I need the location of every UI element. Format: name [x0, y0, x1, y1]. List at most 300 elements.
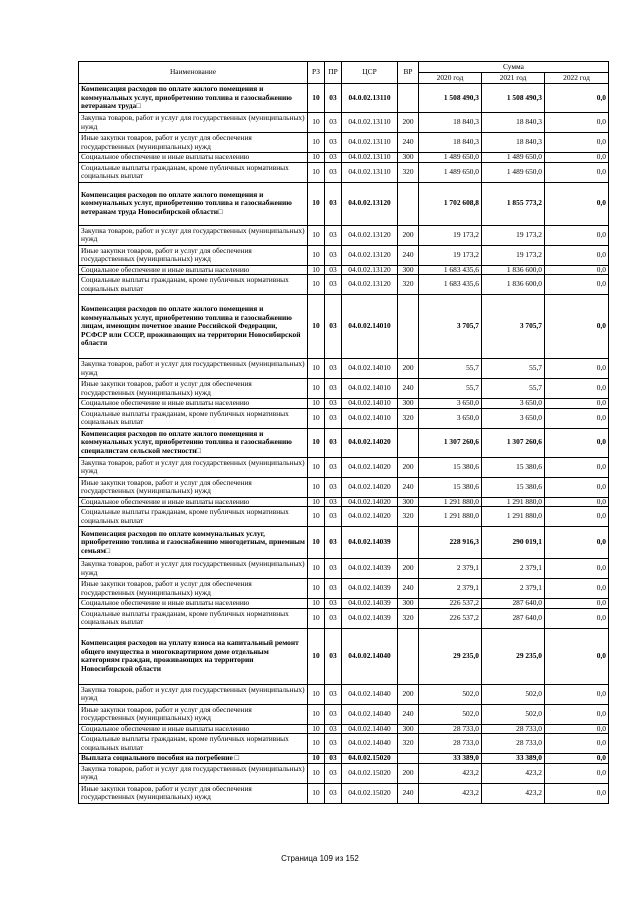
- cell-vr: 240: [398, 477, 419, 497]
- budget-table: [78, 61, 609, 804]
- header-csr: ЦСР: [342, 62, 398, 84]
- cell-pr: 03: [325, 399, 342, 409]
- cell-2022: 0,0: [545, 265, 609, 275]
- table-row: [79, 245, 609, 265]
- table-row: [79, 599, 609, 609]
- cell-csr: 04.0.02.14010: [342, 408, 398, 428]
- table-row: [79, 295, 609, 359]
- cell-csr: 04.0.02.14039: [342, 599, 398, 609]
- cell-2021: 55,7: [482, 379, 545, 399]
- cell-2022: 0,0: [545, 734, 609, 754]
- cell-2021: 18 840,3: [482, 113, 545, 133]
- cell-2021: 55,7: [482, 359, 545, 379]
- cell-2021: 290 019,1: [482, 527, 545, 559]
- cell-2022: 0,0: [545, 579, 609, 599]
- cell-vr: [398, 84, 419, 113]
- cell-2020: 1 702 608,8: [419, 182, 482, 225]
- cell-pr: 03: [325, 628, 342, 684]
- cell-csr: 04.0.02.14020: [342, 477, 398, 497]
- cell-2022: 0,0: [545, 359, 609, 379]
- cell-2020: 502,0: [419, 704, 482, 724]
- cell-2021: 1 307 260,6: [482, 428, 545, 457]
- table-row: [79, 754, 609, 764]
- cell-name: Социальное обеспечение и иные выплаты населению: [79, 399, 308, 409]
- cell-rz: 10: [308, 359, 325, 379]
- cell-2020: 423,2: [419, 783, 482, 803]
- cell-vr: 320: [398, 162, 419, 182]
- cell-csr: 04.0.02.13110: [342, 84, 398, 113]
- cell-rz: 10: [308, 133, 325, 153]
- cell-2021: 1 836 600,0: [482, 275, 545, 295]
- cell-vr: 240: [398, 245, 419, 265]
- cell-name: Компенсация расходов по оплате жилого помещения и коммунальных услуг, приобретению топлива и газоснабжению ветеранам труда Новосибирской области□: [79, 182, 308, 225]
- cell-pr: 03: [325, 608, 342, 628]
- cell-name: Социальное обеспечение и иные выплаты населению: [79, 265, 308, 275]
- cell-name: Закупка товаров, работ и услуг для государственных (муниципальных) нужд: [79, 763, 308, 783]
- header-pr: ПР: [325, 62, 342, 84]
- cell-csr: 04.0.02.13110: [342, 153, 398, 163]
- cell-rz: 10: [308, 182, 325, 225]
- cell-rz: 10: [308, 399, 325, 409]
- cell-2021: 19 173,2: [482, 225, 545, 245]
- cell-vr: 300: [398, 497, 419, 507]
- cell-2022: 0,0: [545, 684, 609, 704]
- cell-pr: 03: [325, 497, 342, 507]
- cell-csr: 04.0.02.14010: [342, 295, 398, 359]
- cell-2020: 423,2: [419, 763, 482, 783]
- cell-vr: 240: [398, 579, 419, 599]
- cell-2022: 0,0: [545, 559, 609, 579]
- cell-pr: 03: [325, 734, 342, 754]
- cell-pr: 03: [325, 245, 342, 265]
- cell-2020: 3 705,7: [419, 295, 482, 359]
- table-row: [79, 608, 609, 628]
- cell-rz: 10: [308, 783, 325, 803]
- cell-csr: 04.0.02.14040: [342, 704, 398, 724]
- cell-2021: 1 489 650,0: [482, 153, 545, 163]
- cell-2021: 502,0: [482, 704, 545, 724]
- table-row: [79, 84, 609, 113]
- cell-csr: 04.0.02.14020: [342, 428, 398, 457]
- cell-vr: 240: [398, 783, 419, 803]
- table-row: [79, 162, 609, 182]
- cell-pr: 03: [325, 265, 342, 275]
- cell-2022: 0,0: [545, 379, 609, 399]
- cell-rz: 10: [308, 477, 325, 497]
- cell-2021: 2 379,1: [482, 559, 545, 579]
- cell-name: Закупка товаров, работ и услуг для государственных (муниципальных) нужд: [79, 113, 308, 133]
- cell-csr: 04.0.02.14010: [342, 399, 398, 409]
- cell-2020: 33 389,0: [419, 754, 482, 764]
- cell-2020: 28 733,0: [419, 734, 482, 754]
- cell-rz: 10: [308, 153, 325, 163]
- cell-vr: [398, 295, 419, 359]
- cell-2022: 0,0: [545, 724, 609, 734]
- cell-rz: 10: [308, 84, 325, 113]
- cell-name: Выплата социального пособия на погребение □: [79, 754, 308, 764]
- cell-2021: 28 733,0: [482, 724, 545, 734]
- cell-csr: 04.0.02.14020: [342, 457, 398, 477]
- table-row: [79, 379, 609, 399]
- cell-rz: 10: [308, 704, 325, 724]
- cell-vr: 200: [398, 457, 419, 477]
- cell-vr: 300: [398, 724, 419, 734]
- table-row: [79, 265, 609, 275]
- cell-2021: 1 508 490,3: [482, 84, 545, 113]
- cell-name: Социальные выплаты гражданам, кроме публичных нормативных социальных выплат: [79, 408, 308, 428]
- cell-2020: 226 537,2: [419, 599, 482, 609]
- table-row: [79, 507, 609, 527]
- cell-name: Социальное обеспечение и иные выплаты населению: [79, 724, 308, 734]
- cell-vr: [398, 182, 419, 225]
- cell-rz: 10: [308, 408, 325, 428]
- cell-csr: 04.0.02.14020: [342, 497, 398, 507]
- table-row: [79, 153, 609, 163]
- cell-name: Иные закупки товаров, работ и услуг для обеспечения государственных (муниципальных) нужд: [79, 704, 308, 724]
- cell-2021: 3 705,7: [482, 295, 545, 359]
- cell-2021: 1 855 773,2: [482, 182, 545, 225]
- cell-rz: 10: [308, 527, 325, 559]
- cell-2022: 0,0: [545, 408, 609, 428]
- cell-rz: 10: [308, 428, 325, 457]
- cell-2021: 18 840,3: [482, 133, 545, 153]
- table-row: [79, 275, 609, 295]
- cell-vr: 240: [398, 704, 419, 724]
- cell-name: Закупка товаров, работ и услуг для государственных (муниципальных) нужд: [79, 225, 308, 245]
- cell-csr: 04.0.02.14040: [342, 734, 398, 754]
- table-row: [79, 477, 609, 497]
- cell-pr: 03: [325, 113, 342, 133]
- cell-2022: 0,0: [545, 225, 609, 245]
- cell-vr: 300: [398, 265, 419, 275]
- cell-name: Закупка товаров, работ и услуг для государственных (муниципальных) нужд: [79, 559, 308, 579]
- cell-2022: 0,0: [545, 84, 609, 113]
- cell-2021: 2 379,1: [482, 579, 545, 599]
- cell-pr: 03: [325, 408, 342, 428]
- table-row: [79, 527, 609, 559]
- cell-rz: 10: [308, 457, 325, 477]
- header-rz: РЗ: [308, 62, 325, 84]
- cell-rz: 10: [308, 579, 325, 599]
- cell-pr: 03: [325, 477, 342, 497]
- table-row: [79, 225, 609, 245]
- cell-2020: 2 379,1: [419, 559, 482, 579]
- cell-2020: 226 537,2: [419, 608, 482, 628]
- table-row: [79, 559, 609, 579]
- cell-name: Закупка товаров, работ и услуг для государственных (муниципальных) нужд: [79, 457, 308, 477]
- cell-csr: 04.0.02.13120: [342, 182, 398, 225]
- cell-2022: 0,0: [545, 763, 609, 783]
- table-row: [79, 579, 609, 599]
- cell-csr: 04.0.02.13110: [342, 162, 398, 182]
- cell-2021: 1 291 880,0: [482, 497, 545, 507]
- cell-2021: 1 836 600,0: [482, 265, 545, 275]
- cell-csr: 04.0.02.14039: [342, 559, 398, 579]
- cell-2022: 0,0: [545, 457, 609, 477]
- cell-2022: 0,0: [545, 399, 609, 409]
- cell-csr: 04.0.02.15020: [342, 763, 398, 783]
- header-vr: ВР: [398, 62, 419, 84]
- cell-2020: 29 235,0: [419, 628, 482, 684]
- cell-pr: 03: [325, 225, 342, 245]
- cell-pr: 03: [325, 275, 342, 295]
- cell-vr: 320: [398, 507, 419, 527]
- cell-2020: 18 840,3: [419, 133, 482, 153]
- cell-vr: 320: [398, 734, 419, 754]
- cell-2020: 1 291 880,0: [419, 507, 482, 527]
- cell-name: Компенсация расходов по оплате жилого помещения и коммунальных услуг, приобретению топлива и газоснабжению ветеранам труда□: [79, 84, 308, 113]
- cell-2022: 0,0: [545, 428, 609, 457]
- cell-2021: 15 380,6: [482, 477, 545, 497]
- cell-rz: 10: [308, 497, 325, 507]
- cell-csr: 04.0.02.14010: [342, 359, 398, 379]
- cell-rz: 10: [308, 608, 325, 628]
- cell-pr: 03: [325, 295, 342, 359]
- cell-pr: 03: [325, 724, 342, 734]
- header-year-2021: 2021 год: [482, 73, 545, 84]
- cell-pr: 03: [325, 359, 342, 379]
- cell-csr: 04.0.02.13110: [342, 113, 398, 133]
- cell-name: Социальное обеспечение и иные выплаты населению: [79, 153, 308, 163]
- cell-vr: 320: [398, 408, 419, 428]
- cell-rz: 10: [308, 734, 325, 754]
- cell-rz: 10: [308, 162, 325, 182]
- table-row: [79, 359, 609, 379]
- cell-name: Социальные выплаты гражданам, кроме публичных нормативных социальных выплат: [79, 734, 308, 754]
- cell-2022: 0,0: [545, 497, 609, 507]
- cell-name: Иные закупки товаров, работ и услуг для обеспечения государственных (муниципальных) нужд: [79, 379, 308, 399]
- table-row: [79, 399, 609, 409]
- header-year-2022: 2022 год: [545, 73, 609, 84]
- cell-2022: 0,0: [545, 704, 609, 724]
- cell-name: Компенсация расходов по оплате жилого помещения и коммунальных услуг, приобретению топлива и газоснабжению специалистам сельской местности□: [79, 428, 308, 457]
- cell-2021: 28 733,0: [482, 734, 545, 754]
- cell-2020: 55,7: [419, 359, 482, 379]
- cell-name: Компенсация расходов на уплату взноса на капитальный ремонт общего имущества в многоквартирном доме отдельным категориям граждан, проживающих на территории Новосибирской области: [79, 628, 308, 684]
- cell-2022: 0,0: [545, 153, 609, 163]
- cell-name: Социальное обеспечение и иные выплаты населению: [79, 599, 308, 609]
- cell-pr: 03: [325, 182, 342, 225]
- cell-name: Иные закупки товаров, работ и услуг для обеспечения государственных (муниципальных) нужд: [79, 477, 308, 497]
- cell-vr: 200: [398, 225, 419, 245]
- cell-2020: 1 307 260,6: [419, 428, 482, 457]
- table-row: [79, 783, 609, 803]
- table-row: [79, 734, 609, 754]
- cell-2020: 55,7: [419, 379, 482, 399]
- cell-2020: 3 650,0: [419, 399, 482, 409]
- cell-rz: 10: [308, 379, 325, 399]
- cell-name: Иные закупки товаров, работ и услуг для обеспечения государственных (муниципальных) нужд: [79, 579, 308, 599]
- cell-2022: 0,0: [545, 182, 609, 225]
- cell-2020: 1 508 490,3: [419, 84, 482, 113]
- cell-pr: 03: [325, 763, 342, 783]
- cell-2020: 15 380,6: [419, 457, 482, 477]
- cell-csr: 04.0.02.14040: [342, 628, 398, 684]
- cell-2022: 0,0: [545, 133, 609, 153]
- cell-csr: 04.0.02.13120: [342, 265, 398, 275]
- cell-rz: 10: [308, 507, 325, 527]
- cell-2022: 0,0: [545, 295, 609, 359]
- cell-vr: [398, 527, 419, 559]
- table-row: [79, 182, 609, 225]
- header-year-2020: 2020 год: [419, 73, 482, 84]
- cell-name: Иные закупки товаров, работ и услуг для обеспечения государственных (муниципальных) нужд: [79, 783, 308, 803]
- cell-2020: 1 489 650,0: [419, 153, 482, 163]
- table-row: [79, 457, 609, 477]
- cell-vr: 300: [398, 599, 419, 609]
- cell-pr: 03: [325, 428, 342, 457]
- cell-2021: 287 640,0: [482, 599, 545, 609]
- cell-name: Иные закупки товаров, работ и услуг для обеспечения государственных (муниципальных) нужд: [79, 245, 308, 265]
- cell-rz: 10: [308, 559, 325, 579]
- cell-2021: 33 389,0: [482, 754, 545, 764]
- cell-2021: 3 650,0: [482, 399, 545, 409]
- cell-pr: 03: [325, 704, 342, 724]
- table-row: [79, 628, 609, 684]
- cell-rz: 10: [308, 265, 325, 275]
- cell-pr: 03: [325, 133, 342, 153]
- cell-csr: 04.0.02.14039: [342, 579, 398, 599]
- cell-name: Социальные выплаты гражданам, кроме публичных нормативных социальных выплат: [79, 507, 308, 527]
- cell-pr: 03: [325, 754, 342, 764]
- cell-vr: 200: [398, 113, 419, 133]
- cell-name: Компенсация расходов по оплате жилого помещения и коммунальных услуг, приобретению топлива и газоснабжению лицам, имеющим почетное звание Российской Федерации, РСФСР или СССР, проживающих на территории Новосибирской области: [79, 295, 308, 359]
- cell-vr: 300: [398, 399, 419, 409]
- cell-rz: 10: [308, 684, 325, 704]
- header-sum: Сумма: [419, 62, 609, 73]
- cell-2020: 28 733,0: [419, 724, 482, 734]
- cell-2020: 502,0: [419, 684, 482, 704]
- table-row: [79, 724, 609, 734]
- cell-csr: 04.0.02.13110: [342, 133, 398, 153]
- cell-vr: 200: [398, 559, 419, 579]
- cell-vr: 200: [398, 763, 419, 783]
- cell-csr: 04.0.02.14039: [342, 608, 398, 628]
- cell-csr: 04.0.02.14039: [342, 527, 398, 559]
- cell-pr: 03: [325, 527, 342, 559]
- cell-vr: [398, 754, 419, 764]
- cell-2021: 1 291 880,0: [482, 507, 545, 527]
- cell-2021: 3 650,0: [482, 408, 545, 428]
- cell-2022: 0,0: [545, 477, 609, 497]
- cell-rz: 10: [308, 763, 325, 783]
- cell-2022: 0,0: [545, 527, 609, 559]
- cell-rz: 10: [308, 245, 325, 265]
- cell-vr: [398, 428, 419, 457]
- cell-pr: 03: [325, 84, 342, 113]
- cell-pr: 03: [325, 599, 342, 609]
- cell-vr: [398, 628, 419, 684]
- cell-2020: 19 173,2: [419, 225, 482, 245]
- cell-rz: 10: [308, 275, 325, 295]
- cell-2021: 1 489 650,0: [482, 162, 545, 182]
- table-row: [79, 497, 609, 507]
- cell-pr: 03: [325, 684, 342, 704]
- cell-pr: 03: [325, 783, 342, 803]
- cell-pr: 03: [325, 507, 342, 527]
- cell-2022: 0,0: [545, 628, 609, 684]
- cell-vr: 320: [398, 608, 419, 628]
- cell-rz: 10: [308, 754, 325, 764]
- cell-2022: 0,0: [545, 162, 609, 182]
- cell-2022: 0,0: [545, 507, 609, 527]
- cell-2021: 502,0: [482, 684, 545, 704]
- cell-name: Социальные выплаты гражданам, кроме публичных нормативных социальных выплат: [79, 162, 308, 182]
- cell-2020: 15 380,6: [419, 477, 482, 497]
- cell-rz: 10: [308, 599, 325, 609]
- cell-2020: 1 291 880,0: [419, 497, 482, 507]
- cell-name: Социальное обеспечение и иные выплаты населению: [79, 497, 308, 507]
- cell-name: Компенсация расходов по оплате коммунальных услуг, приобретению топлива и газоснабжению многодетным, приемным семьям□: [79, 527, 308, 559]
- cell-pr: 03: [325, 579, 342, 599]
- table-body: [79, 84, 609, 804]
- cell-2021: 15 380,6: [482, 457, 545, 477]
- cell-vr: 300: [398, 153, 419, 163]
- cell-2021: 423,2: [482, 783, 545, 803]
- cell-2020: 1 683 435,6: [419, 275, 482, 295]
- cell-vr: 200: [398, 359, 419, 379]
- cell-csr: 04.0.02.14010: [342, 379, 398, 399]
- cell-pr: 03: [325, 162, 342, 182]
- cell-csr: 04.0.02.14040: [342, 684, 398, 704]
- cell-rz: 10: [308, 225, 325, 245]
- cell-csr: 04.0.02.13120: [342, 275, 398, 295]
- cell-csr: 04.0.02.15020: [342, 754, 398, 764]
- cell-2022: 0,0: [545, 599, 609, 609]
- cell-2022: 0,0: [545, 608, 609, 628]
- cell-name: Социальные выплаты гражданам, кроме публичных нормативных социальных выплат: [79, 275, 308, 295]
- cell-pr: 03: [325, 153, 342, 163]
- cell-name: Закупка товаров, работ и услуг для государственных (муниципальных) нужд: [79, 359, 308, 379]
- cell-2020: 1 683 435,6: [419, 265, 482, 275]
- cell-name: Социальные выплаты гражданам, кроме публичных нормативных социальных выплат: [79, 608, 308, 628]
- cell-pr: 03: [325, 379, 342, 399]
- cell-csr: 04.0.02.14040: [342, 724, 398, 734]
- cell-csr: 04.0.02.13120: [342, 245, 398, 265]
- cell-vr: 200: [398, 684, 419, 704]
- cell-pr: 03: [325, 559, 342, 579]
- cell-2021: 19 173,2: [482, 245, 545, 265]
- cell-2021: 287 640,0: [482, 608, 545, 628]
- cell-name: Закупка товаров, работ и услуг для государственных (муниципальных) нужд: [79, 684, 308, 704]
- cell-2021: 423,2: [482, 763, 545, 783]
- table-row: [79, 704, 609, 724]
- cell-2020: 18 840,3: [419, 113, 482, 133]
- cell-csr: 04.0.02.14020: [342, 507, 398, 527]
- cell-2022: 0,0: [545, 275, 609, 295]
- cell-rz: 10: [308, 295, 325, 359]
- table-row: [79, 133, 609, 153]
- cell-pr: 03: [325, 457, 342, 477]
- cell-vr: 240: [398, 379, 419, 399]
- cell-2022: 0,0: [545, 245, 609, 265]
- cell-rz: 10: [308, 113, 325, 133]
- cell-2020: 1 489 650,0: [419, 162, 482, 182]
- cell-2022: 0,0: [545, 113, 609, 133]
- table-header: [79, 62, 609, 84]
- cell-vr: 240: [398, 133, 419, 153]
- table-row: [79, 408, 609, 428]
- cell-2020: 228 916,3: [419, 527, 482, 559]
- cell-csr: 04.0.02.13120: [342, 225, 398, 245]
- cell-2020: 19 173,2: [419, 245, 482, 265]
- table-row: [79, 113, 609, 133]
- table-row: [79, 763, 609, 783]
- cell-vr: 320: [398, 275, 419, 295]
- page-number: Страница 109 из 152: [281, 854, 359, 863]
- cell-2020: 3 650,0: [419, 408, 482, 428]
- cell-name: Иные закупки товаров, работ и услуг для обеспечения государственных (муниципальных) нужд: [79, 133, 308, 153]
